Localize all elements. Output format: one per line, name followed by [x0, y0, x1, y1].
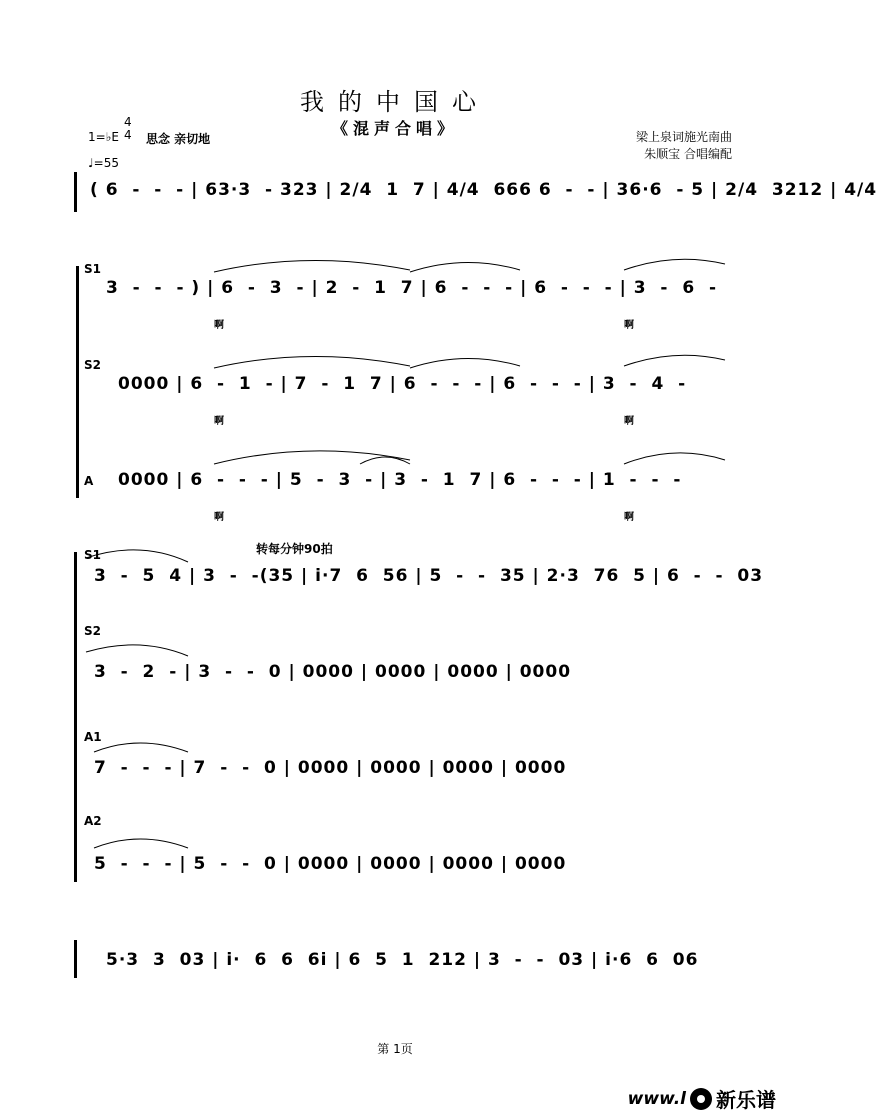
- record-disc-icon: [690, 1088, 712, 1110]
- page-subtitle: 《混声合唱》: [331, 119, 458, 138]
- page-number: 第 1页: [377, 1042, 413, 1056]
- voice-label-a2: A2: [84, 814, 102, 828]
- system2-a-lyric-2: 啊: [624, 512, 634, 523]
- voice-label-s1: S1: [84, 262, 101, 276]
- system3-a1-notation: 7 - - - | 7 - - 0 | 0000 | 0000 | 0000 | 0000: [94, 758, 567, 778]
- expression-marking: 思念 亲切地: [146, 132, 211, 146]
- time-signature-bottom: 4: [124, 128, 132, 142]
- tempo-change-marking: 转每分钟90拍: [256, 542, 333, 556]
- system2-s2-notation: 0000 | 6 - 1 - | 7 - 1 7 | 6 - - - | 6 - - - | 3 - 4 -: [118, 374, 687, 394]
- page-title: 我的中国心: [300, 88, 490, 116]
- system1-notation: ( 6 - - - | 63·3 - 323 | 2/4 1 7 | 4/4 666 6 - - | 36·6 - 5 | 2/4 3212 | 4/4: [90, 180, 877, 200]
- watermark: [628, 1084, 776, 1113]
- lyricist-composer: 梁上泉词施光南曲: [635, 130, 732, 144]
- system2-s2-lyric: 啊: [214, 416, 224, 427]
- tempo-marking: ♩=55: [88, 156, 119, 170]
- system2-s1-lyric-2: 啊: [624, 320, 634, 331]
- voice-label-a1: A1: [84, 730, 102, 744]
- voice-label-s2: S2: [84, 624, 101, 638]
- arranger-credit: 朱顺宝 合唱编配: [644, 147, 732, 161]
- system2-s1-notation: 3 - - - ) | 6 - 3 - | 2 - 1 7 | 6 - - - | 6 - - - | 3 - 6 -: [106, 278, 718, 298]
- system2-s2-lyric-2: 啊: [624, 416, 634, 427]
- system3-a2-notation: 5 - - - | 5 - - 0 | 0000 | 0000 | 0000 | 0000: [94, 854, 567, 874]
- system2-s1-lyric: 啊: [214, 320, 224, 331]
- watermark-brand: 新乐谱: [716, 1088, 776, 1112]
- voice-label-a: A: [84, 474, 94, 488]
- system4-notation: 5·3 3 03 | i· 6 6 6i | 6 5 1 212 | 3 - - 03 | i·6 6 06: [106, 950, 699, 970]
- voice-label-s1: S1: [84, 548, 101, 562]
- system3-s1-notation: 3 - 5 4 | 3 - -(35 | i·7 6 56 | 5 - - 35 | 2·3 76 5 | 6 - - 03: [94, 566, 764, 586]
- system2-a-notation: 0000 | 6 - - - | 5 - 3 - | 3 - 1 7 | 6 - - - | 1 - - -: [118, 470, 682, 490]
- system3-s2-notation: 3 - 2 - | 3 - - 0 | 0000 | 0000 | 0000 | 0000: [94, 662, 572, 682]
- watermark-url: www.l: [627, 1088, 686, 1109]
- system2-a-lyric: 啊: [214, 512, 224, 523]
- voice-label-s2: S2: [84, 358, 101, 372]
- time-signature-top: 4: [124, 115, 132, 129]
- key-signature: 1=♭E: [88, 130, 119, 144]
